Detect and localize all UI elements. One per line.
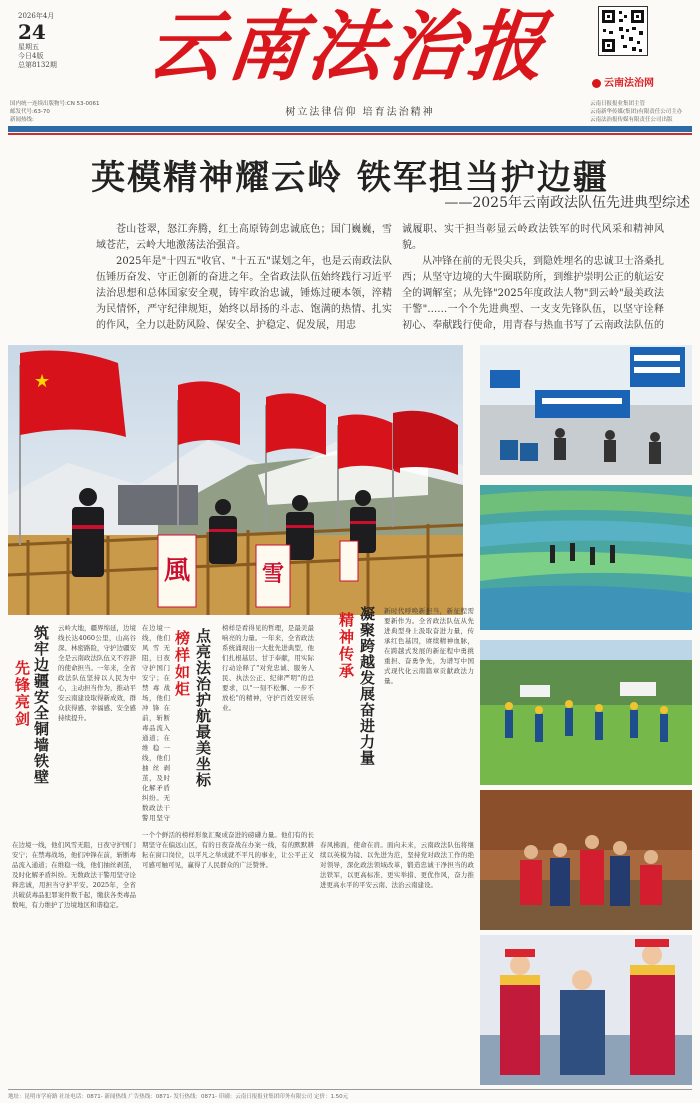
- website-brand: [592, 74, 692, 89]
- issn-line: 邮发代号:63-70: [10, 109, 50, 115]
- body-text: 春风拂面，使命在肩。面向未来，云南政法队伍将继续以英模为镜、以先进为范，坚持党对政法工作的绝对领导，深化政法领域改革，锻造忠诚干净担当的政法铁军，以更高标准、更实举措、更优作风，奋力推进更高水平的平安云南、法治云南建设。: [320, 841, 474, 889]
- newspaper-title: 云南法治报: [143, 2, 553, 91]
- publisher-line: 云南新华传媒(集团)有限责任公司主办: [590, 109, 683, 115]
- footer-info: 地址：昆明市学府路 社址电话：0871- 新闻热线 广告热线：0871- 发行热线：0871- 印刷：云南日报报业集团印务有限公司 定价：1.50元: [8, 1089, 692, 1100]
- subheadline: ——2025年云南政法队伍先进典型综述: [444, 195, 690, 211]
- date-line: 2026年4月: [18, 12, 55, 20]
- brand-logo-icon: [592, 79, 601, 88]
- publisher-line: 云南法治报传媒有限责任公司出版: [590, 117, 673, 123]
- photo-service-center: [480, 345, 692, 475]
- lede-left: [96, 222, 392, 330]
- body-text: 在边境一线，他们风雪无阻，日夜守护国门安宁；在禁毒战场，他们冲锋在前，斩断毒品流入通道；在维稳一线，他们抽丝剥茧，及时化解矛盾纠纷。无数政法干警用坚守诠释忠诚，用担当守护平安。2025年，全省共破获毒品犯罪案件数千起，缴获各类毒品数吨，有力维护了边境地区和谐稳定。: [12, 841, 136, 909]
- publisher-line: 云南日报报业集团主管: [590, 101, 646, 107]
- section-heading-model: 点亮法治护航最美坐标: [194, 628, 212, 788]
- banner-text: 雪: [261, 561, 284, 587]
- photo-community-visit: [480, 790, 692, 930]
- body-text: 一个个鲜活的榜样形象汇聚成奋进的磅礴力量。他们有的长期坚守在偏远山区，有的日夜奋战在办案一线，有的默默耕耘在窗口岗位，以平凡之举成就不平凡的事业，让公平正义可感可触可见，赢得了人民群众的广泛赞誉。: [142, 831, 314, 869]
- main-photo: [8, 345, 463, 615]
- lede-right: [402, 222, 664, 334]
- body-text: 云岭大地，疆界绵延，边境线长达4060公里，山高谷深、林密路险，守护边疆安全是云南政法队伍义不容辞的使命担当。一年来，全省政法队伍坚持以人民为中心，主动担当作为，推动平安云南建设取得新成效，群众获得感、幸福感、安全感持续提升。: [58, 624, 136, 722]
- brand-name: 云南法治网: [604, 78, 654, 89]
- slogan: 树立法律信仰 培育法治精神: [285, 107, 435, 118]
- body-text: 榜样是看得见的哲理，是最美最响亮的力量。一年来，全省政法系统涌现出一大批先进典型，他们扎根基层、甘于奉献，用实际行动诠释了"对党忠诚、服务人民、执法公正、纪律严明"的总要求，以"一刻不松懈、一步不放松"的精神，守护百姓安居乐业。: [222, 624, 314, 712]
- section-label-pioneer: 先锋亮剑: [13, 660, 31, 728]
- weekday: 星期五: [18, 43, 39, 51]
- lede-paragraph: 2025年是"十四五"收官、"十五五"谋划之年，也是云南政法队伍锤历奋发、守正创新的奋进之年。全省政法队伍始终践行习近平法治思想和总体国家安全观，铸牢政治忠诚，锤炼过硬本领，淬精为民情怀，严守纪律规矩，始终以昂扬的斗志、饱满的热情、扎实的作风，全力以赴防风险、保安全、护稳定、促发展，用忠: [96, 256, 392, 330]
- qr-code-icon: [598, 6, 648, 56]
- date-day: 24: [18, 20, 46, 44]
- issue-count: 今日4版: [18, 52, 44, 60]
- banner-text: 風: [163, 556, 190, 586]
- photo-outdoor-dance: [480, 640, 692, 785]
- section-label-model: 榜样如炬: [173, 630, 191, 698]
- issn-info: [10, 100, 140, 124]
- lede-paragraph: 从冲锋在前的无畏尖兵，到隐姓埋名的忠诚卫士洛桑扎西；从坚守边境的大牛圈联防所，到维护崇明公正的航运安全的调解室；从先锋"2025年度政法人物"到云岭"最美政法干警"……一个个先进典型、一支支先锋队伍，以坚守诠释初心、奉献践行使命，用青春与热血书写了云南政法队伍的: [402, 256, 664, 331]
- photo-terrace-fields: [480, 485, 692, 630]
- body-text: 新时代呼唤新担当，新征程需要新作为。全省政法队伍从先进典型身上汲取奋进力量，传承红色基因，赓续精神血脉，在跨越式发展的新征程中勇挑重担、奋勇争先，为谱写中国式现代化云南篇章贡献政法力量。: [384, 607, 474, 685]
- masthead-rule: [8, 126, 692, 132]
- lede-paragraph: 苍山苍翠，怒江奔腾，红土高原铸剑忠诚底色；国门巍巍，雪域苍茫，云岭大地激荡法治强音。: [96, 224, 392, 251]
- section-heading-spirit: 凝聚跨越发展奋进力量: [358, 606, 376, 766]
- svg-text:★: ★: [34, 371, 51, 392]
- lede-paragraph: 诚履职、实干担当彰显云岭政法铁军的时代风采和精神风貌。: [402, 224, 664, 251]
- issn-line: 新闻热线:: [10, 117, 34, 123]
- issn-line: 国内统一连续出版物号:CN 53-0061: [10, 101, 100, 107]
- body-text: 在边境一线，他们风雪无阻，日夜守护国门安宁；在禁毒战场，他们冲锋在前，斩断毒品流入通道；在维稳一线，他们抽丝剥茧，及时化解矛盾纠纷。无数政法干警用坚守: [142, 624, 170, 822]
- issue-total: 总第8132期: [18, 61, 57, 69]
- photo-ethnic-costume: [480, 935, 692, 1085]
- headline: 英模精神耀云岭 铁军担当护边疆: [91, 158, 609, 198]
- masthead-rule-red: [8, 133, 692, 135]
- section-heading-pioneer: 筑牢边疆安全铜墙铁壁: [32, 625, 50, 785]
- date-block: [18, 12, 88, 70]
- publisher-info: [590, 100, 694, 124]
- section-label-spirit: 精神传承: [337, 612, 355, 680]
